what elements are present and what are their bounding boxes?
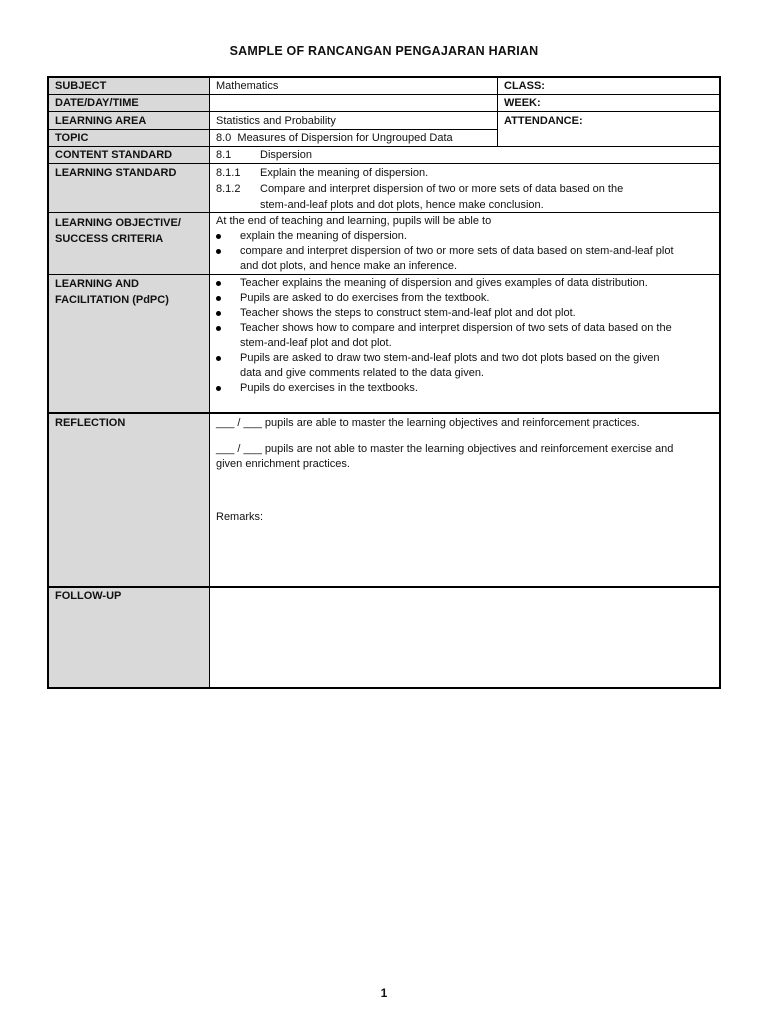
objective-label-line1: LEARNING OBJECTIVE/	[55, 217, 181, 229]
topic-value: 8.0 Measures of Dispersion for Ungrouped Data	[216, 132, 453, 144]
pdpc-label	[49, 275, 209, 412]
pdpc-bullet-continuation: stem-and-leaf plot and dot plot.	[240, 337, 392, 349]
pdpc-bullet: Pupils are asked to draw two stem-and-leaf plots and two dot plots based on the given	[216, 351, 713, 366]
topic-label: TOPIC	[49, 130, 209, 146]
bullet-icon	[216, 326, 221, 331]
bullet-icon	[216, 281, 221, 286]
date-value	[210, 95, 497, 111]
page-title: SAMPLE OF RANCANGAN PENGAJARAN HARIAN	[229, 44, 539, 58]
objective-bullet-continuation: and dot plots, and hence make an inference.	[240, 260, 458, 272]
reflection-line-not-able: ___ / ___ pupils are not able to master the learning objectives and reinforcement exercise and	[216, 443, 674, 455]
attendance-label: ATTENDANCE:	[504, 115, 583, 127]
content-standard-label: CONTENT STANDARD	[49, 147, 209, 163]
learning-standard-label: LEARNING STANDARD	[49, 164, 209, 212]
pdpc-bullet: Pupils do exercises in the textbooks.	[216, 381, 713, 396]
class-label: CLASS:	[504, 80, 545, 92]
followup-label: FOLLOW-UP	[49, 588, 209, 687]
pdpc-label-line2: FACILITATION (PdPC)	[55, 294, 169, 306]
bullet-icon	[216, 311, 221, 316]
pdpc-content	[210, 275, 719, 412]
objective-bullet: compare and interpret dispersion of two or more sets of data based on stem-and-leaf plot	[216, 244, 713, 259]
learning-standard-continuation: stem-and-leaf plots and dot plots, hence make conclusion.	[260, 199, 544, 211]
subject-label: SUBJECT	[49, 78, 209, 94]
learning-standard-list	[210, 164, 719, 212]
pdpc-bullet-continuation: data and give comments related to the data given.	[240, 367, 484, 379]
learning-area-value: Statistics and Probability	[216, 115, 336, 127]
pdpc-bullet: Teacher shows how to compare and interpret dispersion of two sets of data based on the	[216, 321, 713, 336]
content-standard-text: Dispersion	[260, 149, 312, 161]
bullet-icon	[216, 356, 221, 361]
objective-content	[210, 213, 719, 274]
subject-value: Mathematics	[216, 80, 279, 92]
content-standard-value	[210, 147, 719, 163]
learning-standard-number: 8.1.2	[216, 183, 241, 195]
learning-standard-number: 8.1.1	[216, 167, 241, 179]
reflection-content	[210, 414, 719, 586]
objective-bullet: explain the meaning of dispersion.	[216, 229, 713, 244]
content-standard-number: 8.1	[216, 149, 232, 161]
objective-label-line2: SUCCESS CRITERIA	[55, 233, 164, 245]
reflection-line-not-able-cont: given enrichment practices.	[216, 458, 350, 470]
reflection-remarks: Remarks:	[216, 511, 264, 523]
date-label: DATE/DAY/TIME	[49, 95, 209, 111]
week-label: WEEK:	[504, 97, 541, 109]
learning-standard-item	[216, 181, 713, 197]
bullet-icon	[216, 296, 221, 301]
learning-standard-text: Explain the meaning of dispersion.	[260, 167, 429, 179]
reflection-line-able: ___ / ___ pupils are able to master the learning objectives and reinforcement practices.	[216, 417, 640, 429]
reflection-label: REFLECTION	[49, 414, 209, 586]
learning-standard-item	[216, 165, 713, 181]
bullet-icon	[216, 386, 221, 391]
pdpc-bullet: Teacher shows the steps to construct stem-and-leaf plot and dot plot.	[216, 306, 713, 321]
learning-area-label: LEARNING AREA	[49, 112, 209, 129]
bullet-icon	[216, 234, 221, 239]
page-number: 1	[380, 986, 388, 1000]
pdpc-bullet: Teacher explains the meaning of dispersion and gives examples of data distribution.	[216, 276, 713, 291]
followup-content	[210, 588, 719, 687]
pdpc-bullet: Pupils are asked to do exercises from the textbook.	[216, 291, 713, 306]
objective-label	[49, 213, 209, 274]
learning-standard-text: Compare and interpret dispersion of two or more sets of data based on the	[260, 183, 624, 195]
pdpc-label-line1: LEARNING AND	[55, 278, 139, 290]
objective-intro: At the end of teaching and learning, pupils will be able to	[216, 215, 492, 227]
bullet-icon	[216, 249, 221, 254]
